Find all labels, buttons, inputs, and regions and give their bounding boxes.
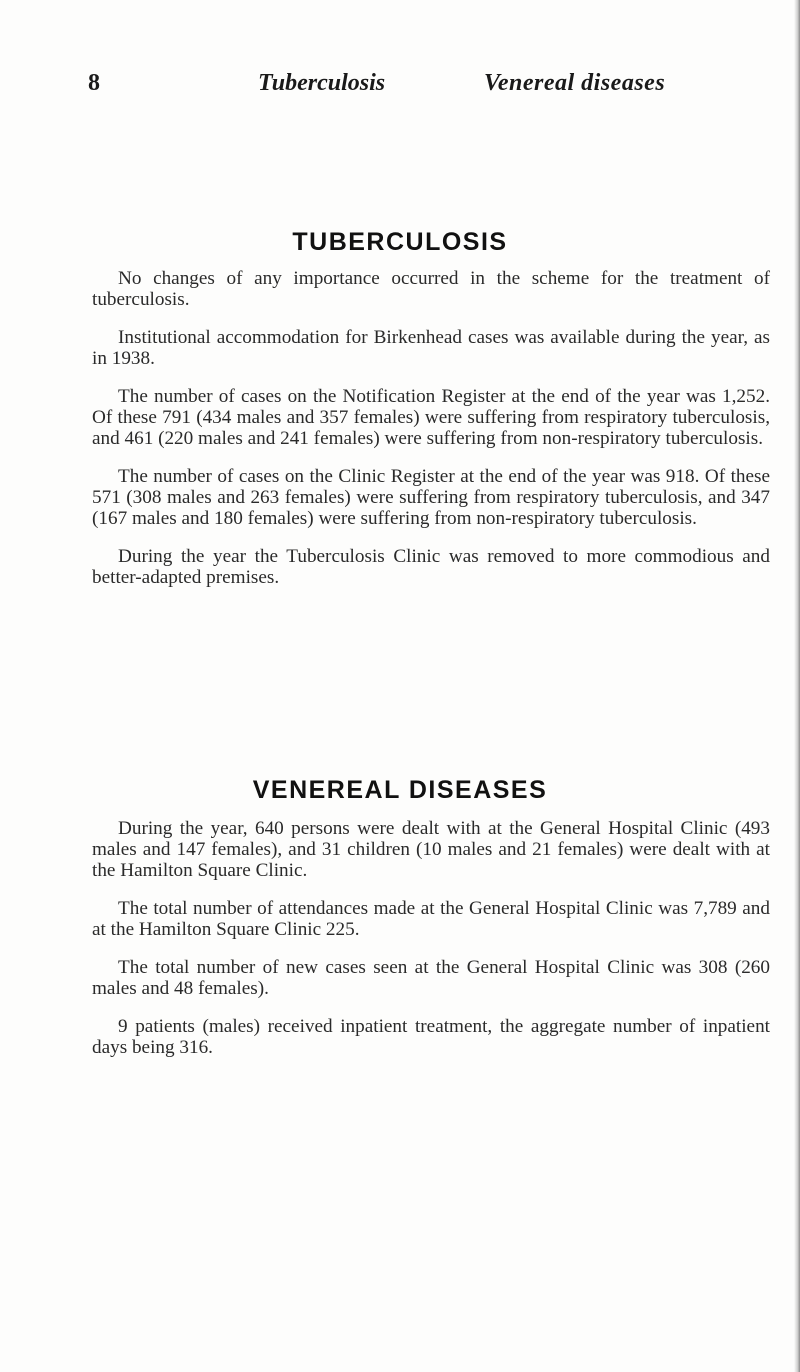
- venereal-paragraph-2: The total number of attendances made at the General Hospital Clinic was 7,789 and at the Hamilton Square Clinic 225.: [92, 898, 770, 940]
- venereal-paragraph-1: During the year, 640 persons were dealt with at the General Hospital Clinic (493 males and 147 females), and 31 children (10 males and 21 females) were dealt with at the Hamilton Square Clinic.: [92, 818, 770, 881]
- venereal-paragraph-3: The total number of new cases seen at the General Hospital Clinic was 308 (260 males and 48 females).: [92, 957, 770, 999]
- tuberculosis-paragraph-3: The number of cases on the Notification Register at the end of the year was 1,252. Of these 791 (434 males and 357 females) were suffering from respiratory tuberculosis, and 461 (220 males and 241 females) were suffering from non-respiratory tuberculosis.: [92, 386, 770, 449]
- venereal-paragraph-4: 9 patients (males) received inpatient treatment, the aggregate number of inpatient days being 316.: [92, 1016, 770, 1058]
- running-title-tuberculosis: Tuberculosis: [258, 70, 386, 96]
- venereal-diseases-section: [92, 818, 770, 1075]
- tuberculosis-paragraph-4: The number of cases on the Clinic Register at the end of the year was 918. Of these 571 (308 males and 263 females) were suffering from respiratory tuberculosis, and 347 (167 males and 180 females) were suffering from non-respiratory tuberculosis.: [92, 466, 770, 529]
- page-number: 8: [88, 70, 100, 96]
- tuberculosis-section: [92, 268, 770, 605]
- venereal-diseases-heading: VENEREAL DISEASES: [252, 776, 548, 804]
- page-header: [0, 70, 800, 110]
- tuberculosis-paragraph-1: No changes of any importance occurred in the scheme for the treatment of tuberculosis.: [92, 268, 770, 310]
- tuberculosis-paragraph-5: During the year the Tuberculosis Clinic was removed to more commodious and better-adapted premises.: [92, 546, 770, 588]
- running-title-venereal-diseases: Venereal diseases: [484, 70, 666, 96]
- tuberculosis-heading: TUBERCULOSIS: [292, 228, 508, 256]
- tuberculosis-paragraph-2: Institutional accommodation for Birkenhead cases was available during the year, as in 1938.: [92, 327, 770, 369]
- page-edge-shadow: [794, 0, 800, 1372]
